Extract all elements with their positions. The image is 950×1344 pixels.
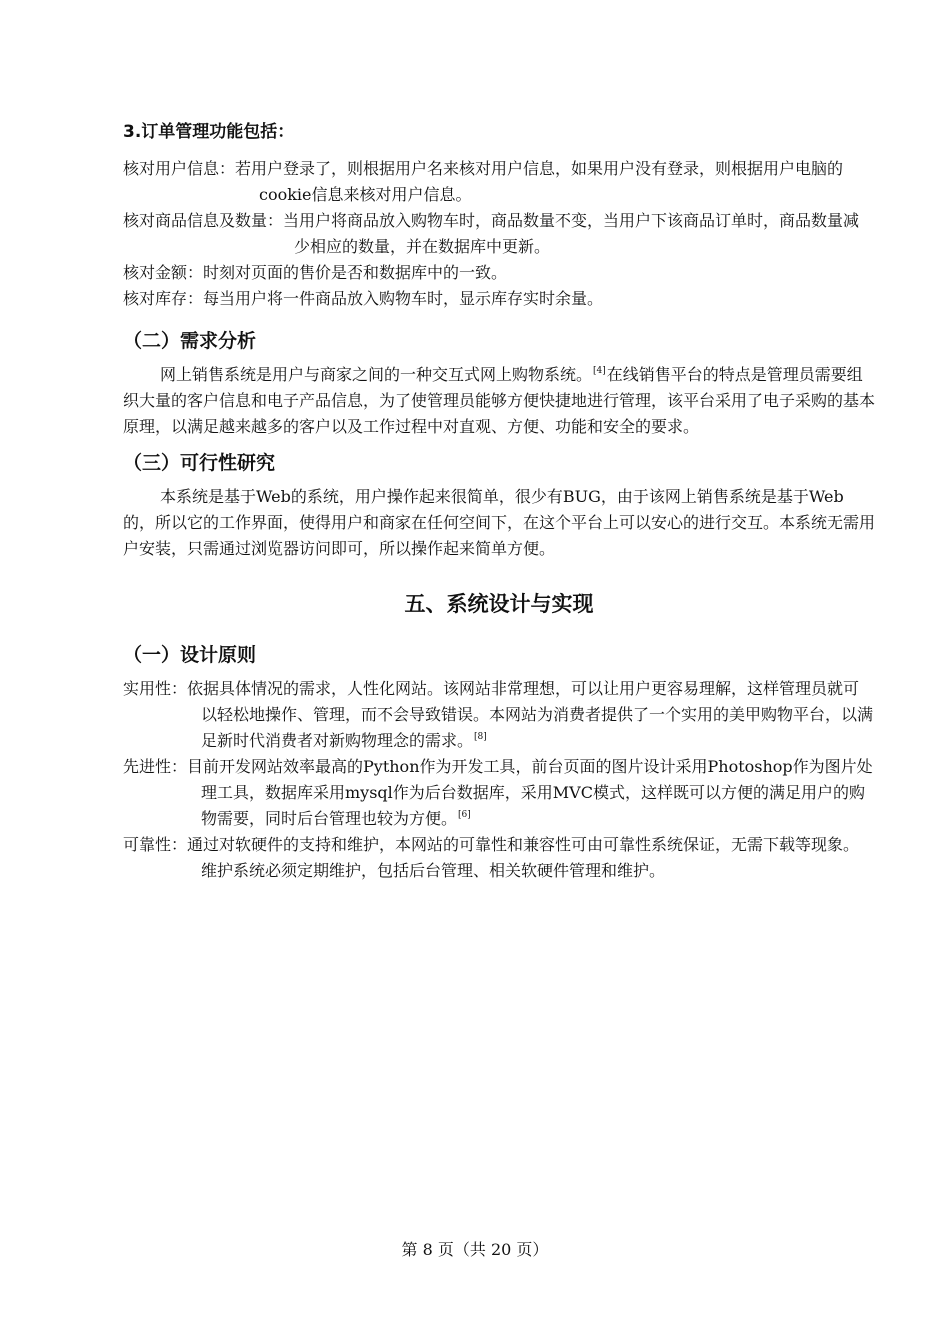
check-user-info-text: 若用户登录了，则根据用户名来核对用户信息，如果用户没有登录，则根据用户电脑的cookie信息来核对用户信息。 xyxy=(235,159,844,204)
chapter-title: 五、系统设计与实现 xyxy=(404,592,594,616)
check-user-info-item xyxy=(123,156,875,208)
reliability-term: 可靠性： xyxy=(123,835,188,854)
check-user-info-term: 核对用户信息： xyxy=(123,159,236,178)
advancement-term: 先进性： xyxy=(123,757,188,776)
citation-ref: [6] xyxy=(458,810,471,820)
citation-ref: [8] xyxy=(474,732,487,742)
check-amount-text: 时刻对页面的售价是否和数据库中的一致。 xyxy=(203,263,508,282)
check-stock-text: 每当用户将一件商品放入购物车时，显示库存实时余量。 xyxy=(203,289,604,308)
feasibility-paragraph: 本系统是基于Web的系统，用户操作起来很简单，很少有BUG，由于该网上销售系统是基于Web的，所以它的工作界面，使得用户和商家在任何空间下，在这个平台上可以安心的进行交互。本系统无需用户安装，只需通过浏览器访问即可，所以操作起来简单方便。 xyxy=(123,487,876,558)
check-stock-term: 核对库存： xyxy=(123,289,204,308)
design-principles-heading: （一）设计原则 xyxy=(123,644,257,666)
requirements-text-a: 网上销售系统是用户与商家之间的一种交互式网上购物系统。 xyxy=(160,365,593,384)
requirements-paragraph xyxy=(123,362,875,440)
practicality-item xyxy=(123,676,875,754)
advancement-item xyxy=(123,754,875,832)
practicality-text: 依据具体情况的需求，人性化网站。该网站非常理想，可以让用户更容易理解，这样管理员就可以轻松地操作、管理，而不会导致错误。本网站为消费者提供了一个实用的美甲购物平台，以满足新时代消费者对新购物理念的需求。 xyxy=(187,679,874,750)
feasibility-heading: （三）可行性研究 xyxy=(123,452,276,474)
check-product-info-item xyxy=(123,208,875,260)
citation-ref: [4] xyxy=(593,366,606,376)
check-product-info-term: 核对商品信息及数量： xyxy=(123,211,284,230)
advancement-text: 目前开发网站效率最高的Python作为开发工具，前台页面的图片设计采用Photoshop作为图片处理工具，数据库采用mysql作为后台数据库，采用MVC模式，这样既可以方便的满足用户的购物需要，同时后台管理也较为方便。 xyxy=(187,757,873,828)
check-stock-item xyxy=(123,286,875,312)
page-footer: 第 8 页（共 20 页） xyxy=(401,1240,549,1259)
page-content xyxy=(123,118,875,884)
requirements-text-b: 在线销售平台的特点是管理员需要组织大量的客户信息和电子产品信息，为了使管理员能够方便快捷地进行管理，该平台采用了电子采购的基本原理，以满足越来越多的客户以及工作过程中对直观、方便、功能和安全的要求。 xyxy=(123,365,876,436)
check-amount-item xyxy=(123,260,875,286)
check-product-info-text: 当用户将商品放入购物车时，商品数量不变，当用户下该商品订单时，商品数量减少相应的数量，并在数据库中更新。 xyxy=(283,211,860,256)
requirements-heading: （二）需求分析 xyxy=(123,330,257,352)
practicality-term: 实用性： xyxy=(123,679,188,698)
reliability-text: 通过对软硬件的支持和维护，本网站的可靠性和兼容性可由可靠性系统保证，无需下载等现象。维护系统必须定期维护，包括后台管理、相关软硬件管理和维护。 xyxy=(187,835,860,880)
reliability-item xyxy=(123,832,875,884)
check-amount-term: 核对金额： xyxy=(123,263,204,282)
order-management-heading: 3.订单管理功能包括： xyxy=(123,122,295,142)
